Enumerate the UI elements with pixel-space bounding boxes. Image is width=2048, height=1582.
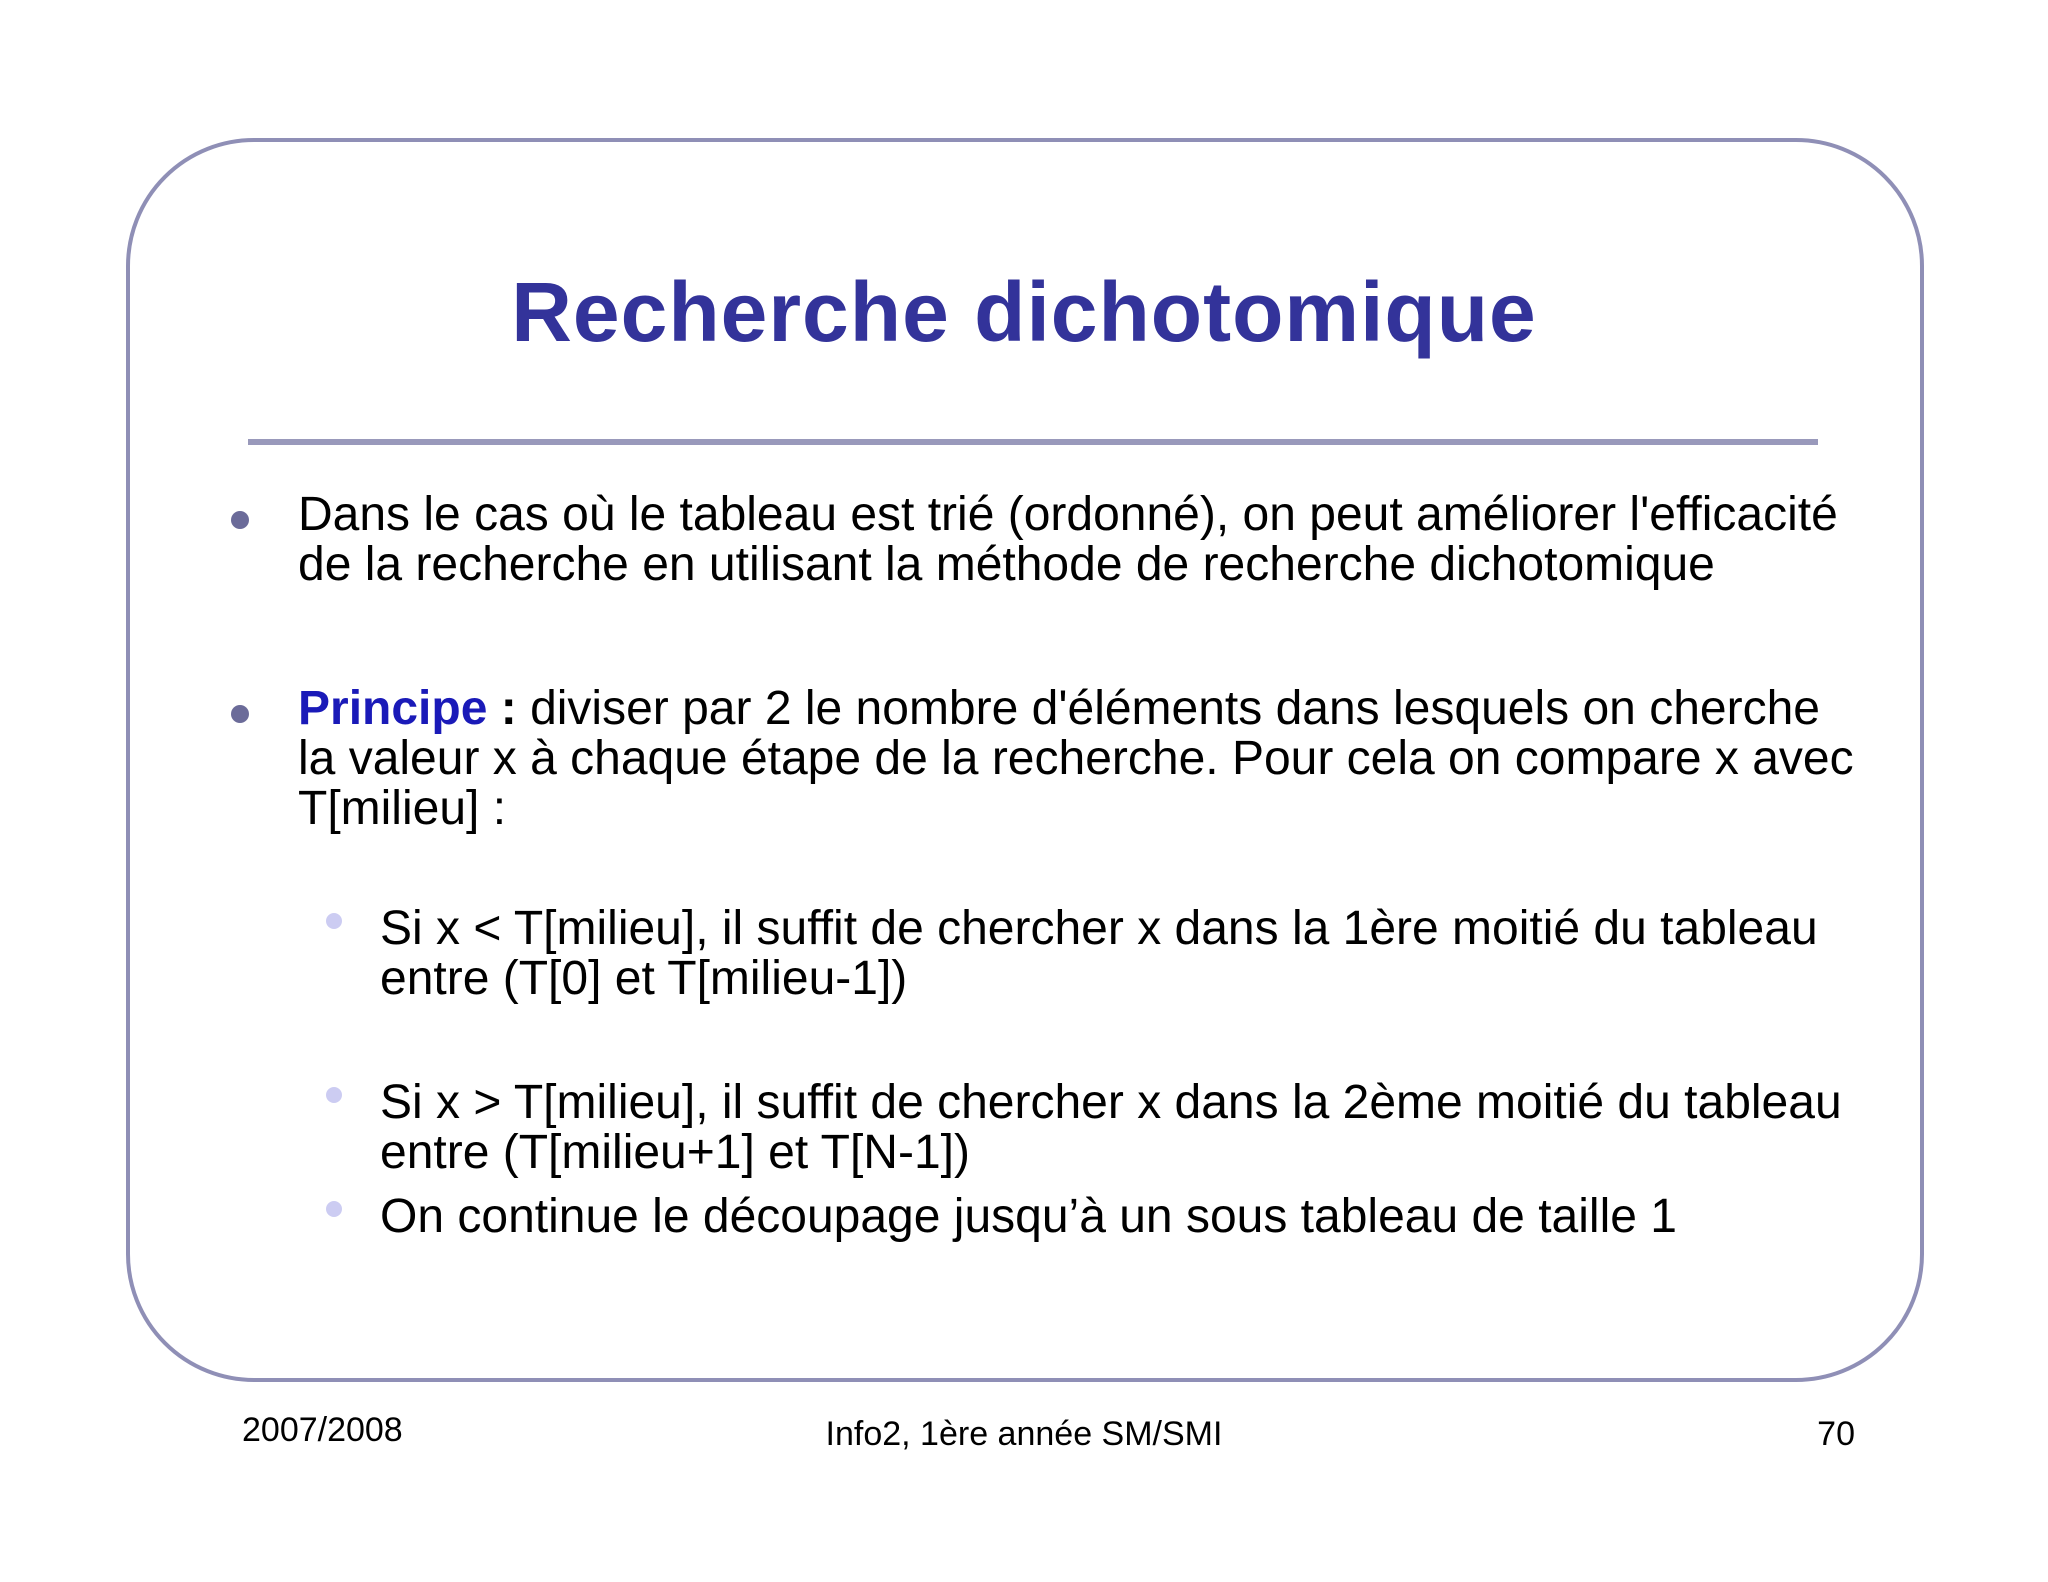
sub-bullet-text: Si x > T[milieu], il suffit de chercher x dans la 2ème moitié du tableau entre (T[milieu+1] et T[N-1]) xyxy=(380,1076,1842,1179)
sub-bullet-item xyxy=(380,1192,1860,1242)
sub-bullet-item xyxy=(380,1078,1860,1178)
bullet-item xyxy=(298,684,1858,834)
bullet-dot-icon xyxy=(231,705,249,723)
bullet-text: Dans le cas où le tableau est trié (ordonné), on peut améliorer l'efficacité de la recherche en utilisant la méthode de recherche dichotomique xyxy=(298,488,1838,591)
sub-bullet-dot-icon xyxy=(326,1201,342,1217)
principe-separator: : xyxy=(487,682,517,735)
sub-bullet-dot-icon xyxy=(326,1087,342,1103)
bullet-text: diviser par 2 le nombre d'éléments dans lesquels on cherche la valeur x à chaque étape de la recherche. Pour cela on compare x avec T[milieu] : xyxy=(298,682,1854,835)
bullet-item xyxy=(298,490,1858,590)
sub-bullet-text: Si x < T[milieu], il suffit de chercher x dans la 1ère moitié du tableau entre (T[0] et T[milieu-1]) xyxy=(380,902,1818,1005)
principe-label: Principe xyxy=(298,682,488,735)
footer-date: 2007/2008 xyxy=(242,1411,403,1449)
sub-bullet-text: On continue le découpage jusqu’à un sous tableau de taille 1 xyxy=(380,1190,1677,1243)
footer-course: Info2, 1ère année SM/SMI xyxy=(825,1415,1223,1453)
sub-bullet-dot-icon xyxy=(326,913,342,929)
sub-bullet-item xyxy=(380,904,1860,1004)
bullet-dot-icon xyxy=(231,511,249,529)
slide-title: Recherche dichotomique xyxy=(511,265,1537,359)
title-divider xyxy=(248,439,1818,445)
page-number: 70 xyxy=(1817,1415,1855,1453)
